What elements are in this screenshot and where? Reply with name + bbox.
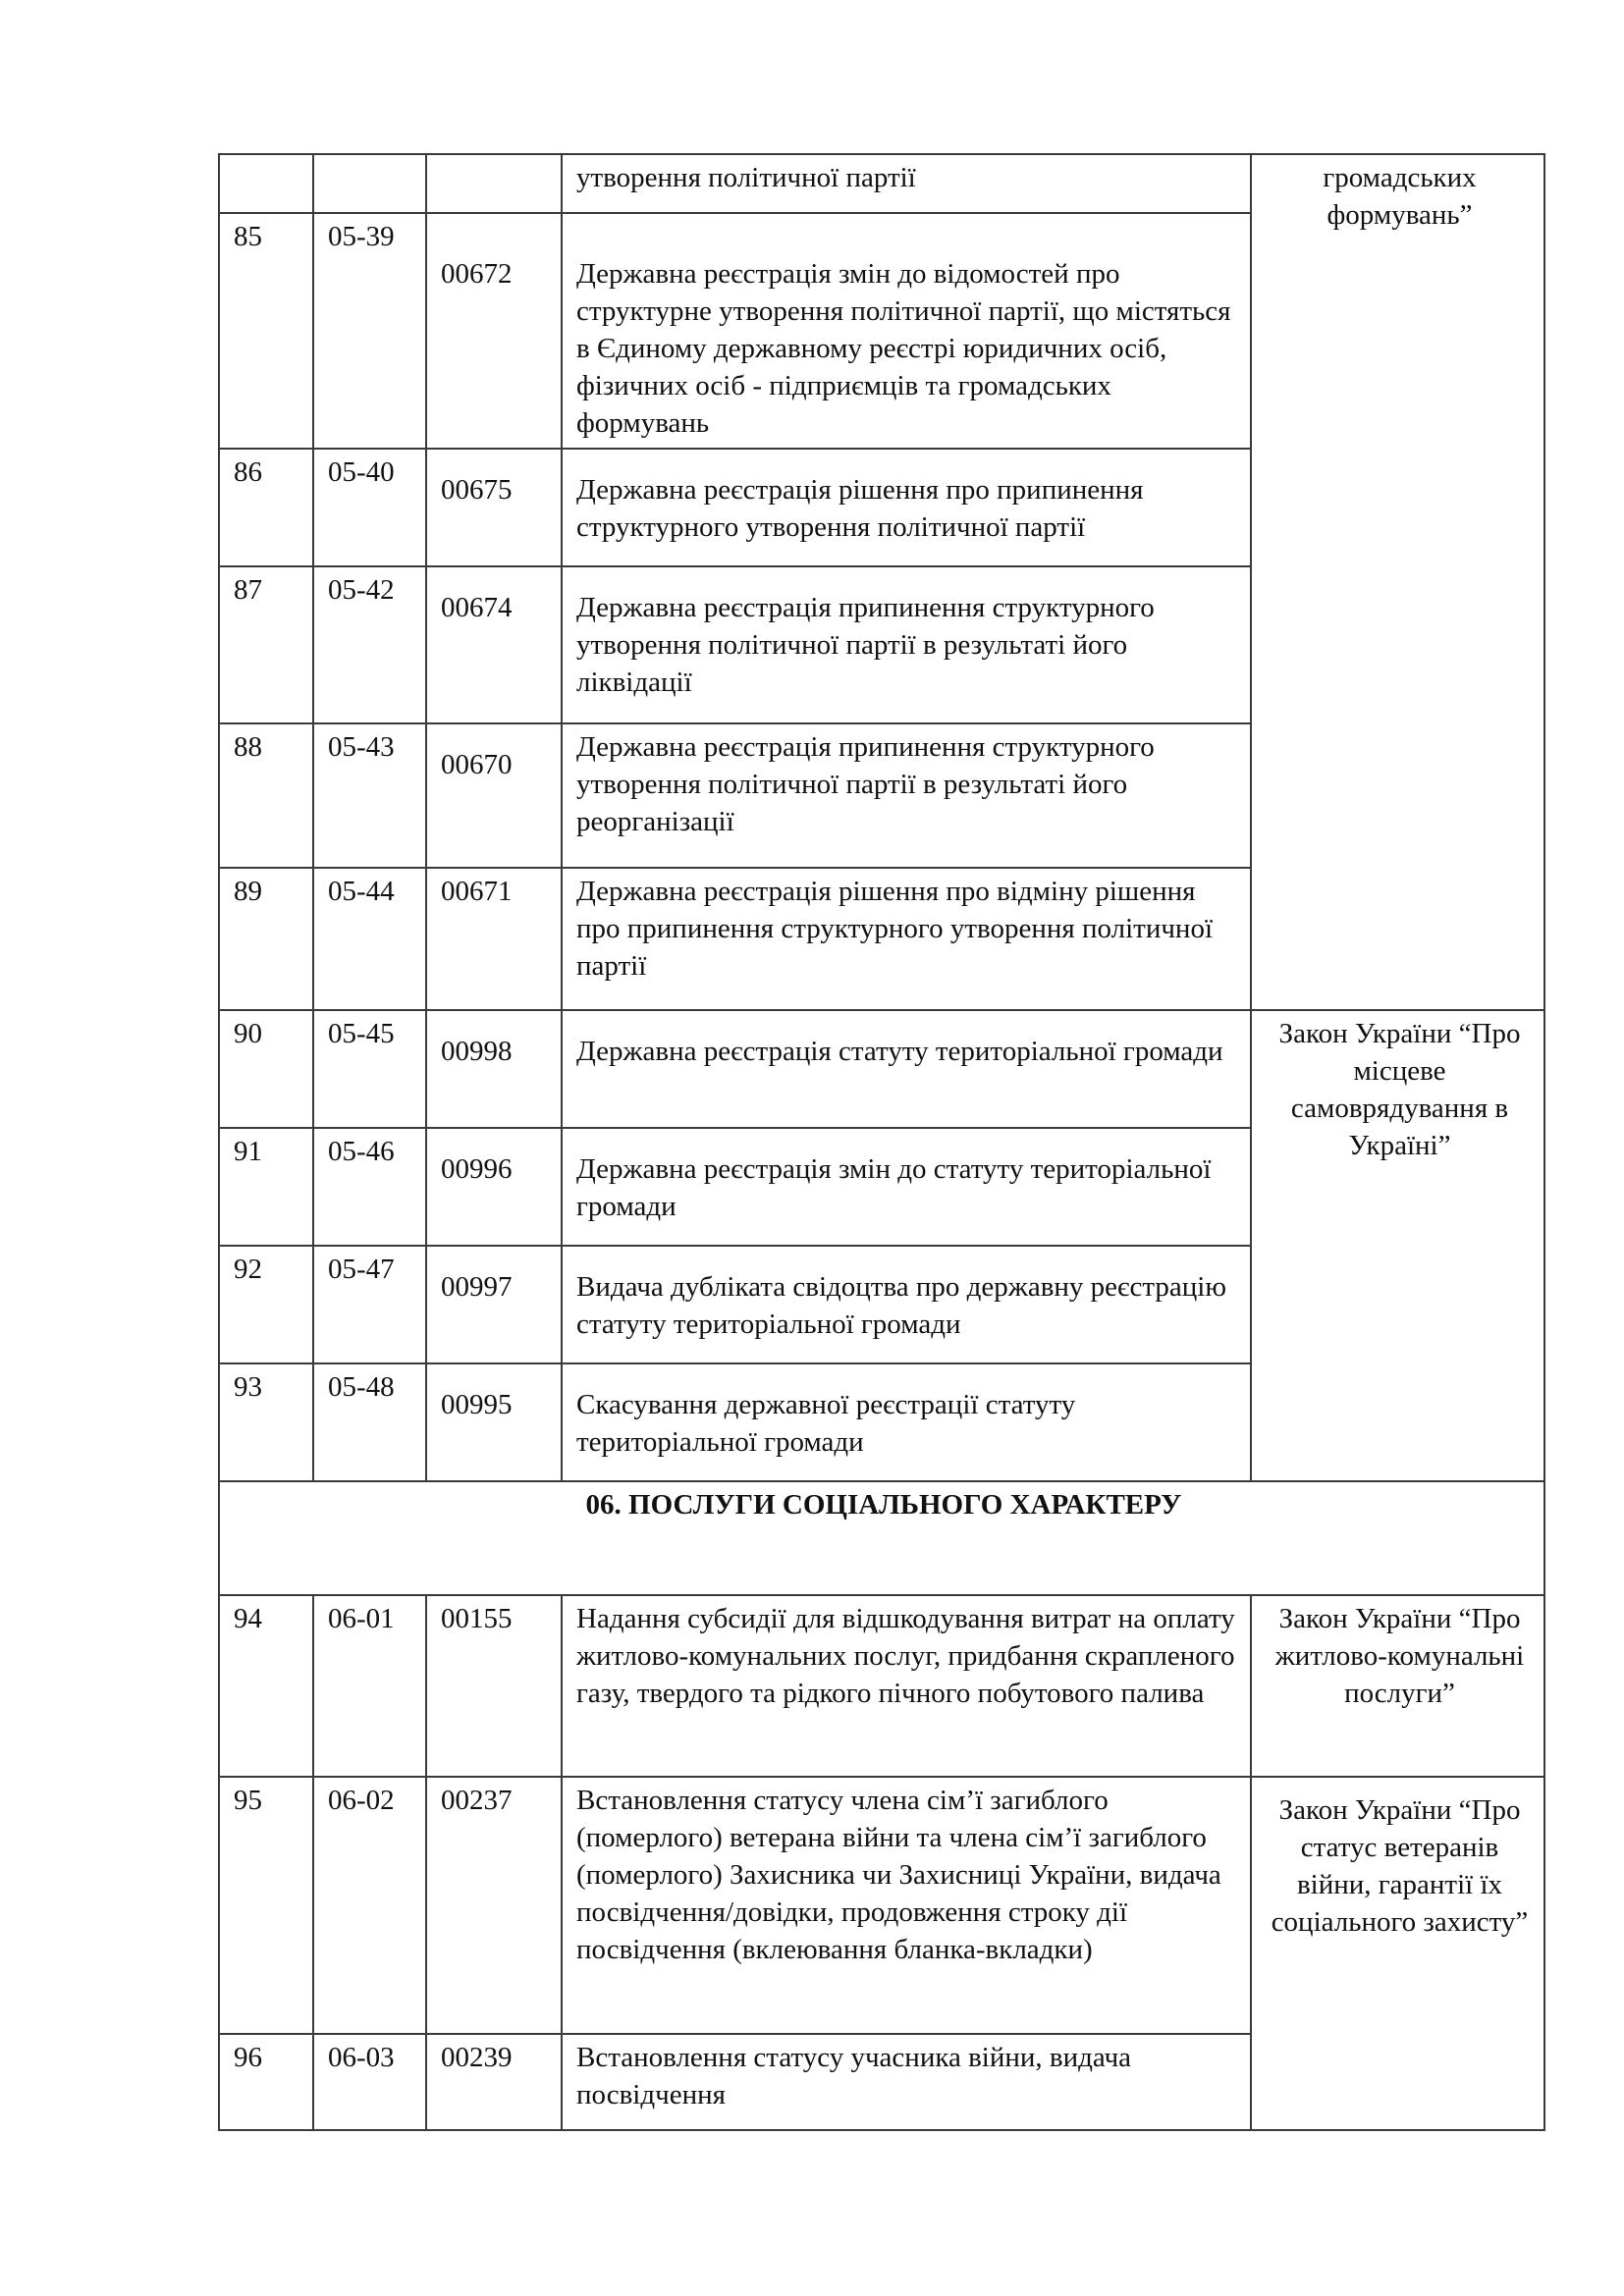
row-id (426, 154, 562, 213)
row-service: Державна реєстрація припинення структурного утворення політичної партії в результаті його реорганізації (562, 723, 1251, 868)
row-code (313, 154, 426, 213)
row-number: 93 (219, 1363, 313, 1481)
row-code: 05-46 (313, 1128, 426, 1246)
row-service: утворення політичної партії (562, 154, 1251, 213)
row-code: 06-03 (313, 2034, 426, 2130)
row-number: 96 (219, 2034, 313, 2130)
services-table (218, 153, 1545, 2131)
row-code: 05-48 (313, 1363, 426, 1481)
law-cell: громадських формувань” (1251, 154, 1544, 1010)
row-number: 94 (219, 1595, 313, 1777)
row-id: 00998 (426, 1010, 562, 1128)
row-code: 06-02 (313, 1777, 426, 2034)
row-code: 05-39 (313, 213, 426, 449)
row-id: 00996 (426, 1128, 562, 1246)
row-number: 85 (219, 213, 313, 449)
row-code: 05-47 (313, 1246, 426, 1363)
row-code: 05-42 (313, 566, 426, 723)
row-number: 90 (219, 1010, 313, 1128)
row-id: 00239 (426, 2034, 562, 2130)
row-id: 00995 (426, 1363, 562, 1481)
row-service: Державна реєстрація рішення про припинення структурного утворення політичної партії (562, 449, 1251, 566)
row-number: 91 (219, 1128, 313, 1246)
law-cell: Закон України “Про місцеве самоврядування в Україні” (1251, 1010, 1544, 1481)
row-code: 05-40 (313, 449, 426, 566)
row-code: 05-44 (313, 868, 426, 1010)
row-number: 89 (219, 868, 313, 1010)
table-row (219, 1595, 1544, 1777)
row-service: Надання субсидії для відшкодування витрат на оплату житлово-комунальних послуг, придбання скрапленого газу, твердого та рідкого пічного побутового палива (562, 1595, 1251, 1777)
row-number: 92 (219, 1246, 313, 1363)
row-service: Встановлення статусу учасника війни, видача посвідчення (562, 2034, 1251, 2130)
row-service: Скасування державної реєстрації статуту територіальної громади (562, 1363, 1251, 1481)
row-service: Державна реєстрація статуту територіальної громади (562, 1010, 1251, 1128)
row-code: 05-43 (313, 723, 426, 868)
row-number: 86 (219, 449, 313, 566)
row-number: 87 (219, 566, 313, 723)
row-service: Державна реєстрація припинення структурного утворення політичної партії в результаті його ліквідації (562, 566, 1251, 723)
row-id: 00675 (426, 449, 562, 566)
row-id: 00670 (426, 723, 562, 868)
row-id: 00671 (426, 868, 562, 1010)
table-row (219, 1777, 1544, 2034)
row-service: Державна реєстрація рішення про відміну рішення про припинення структурного утворення політичної партії (562, 868, 1251, 1010)
row-service: Державна реєстрація змін до статуту територіальної громади (562, 1128, 1251, 1246)
row-number: 88 (219, 723, 313, 868)
row-service: Встановлення статусу члена сім’ї загиблого (померлого) ветерана війни та члена сім’ї загиблого (померлого) Захисника чи Захисниці України, видача посвідчення/довідки, продовження строку дії посвідчення (вклеювання бланка-вкладки) (562, 1777, 1251, 2034)
row-id: 00672 (426, 213, 562, 449)
row-code: 05-45 (313, 1010, 426, 1128)
section-row (219, 1481, 1544, 1595)
row-service: Видача дубліката свідоцтва про державну реєстрацію статуту територіальної громади (562, 1246, 1251, 1363)
law-cell: Закон України “Про статус ветеранів війни, гарантії їх соціального захисту” (1251, 1777, 1544, 2130)
row-id: 00674 (426, 566, 562, 723)
row-number: 95 (219, 1777, 313, 2034)
row-service: Державна реєстрація змін до відомостей про структурне утворення політичної партії, що містяться в Єдиному державному реєстрі юридичних осіб, фізичних осіб - підприємців та громадських формувань (562, 213, 1251, 449)
row-number (219, 154, 313, 213)
law-cell: Закон України “Про житлово-комунальні послуги” (1251, 1595, 1544, 1777)
table-row (219, 154, 1544, 213)
table-row (219, 1010, 1544, 1128)
row-id: 00997 (426, 1246, 562, 1363)
row-id: 00237 (426, 1777, 562, 2034)
section-heading: 06. ПОСЛУГИ СОЦІАЛЬНОГО ХАРАКТЕРУ (219, 1481, 1544, 1595)
row-id: 00155 (426, 1595, 562, 1777)
row-code: 06-01 (313, 1595, 426, 1777)
